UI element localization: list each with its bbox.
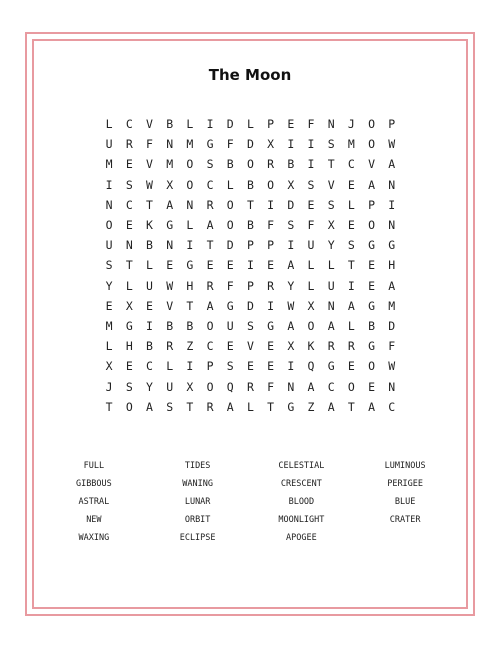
grid-letter: E: [246, 359, 254, 374]
grid-letter: A: [206, 218, 214, 233]
grid-letter: N: [327, 298, 335, 313]
grid-letter: E: [307, 197, 315, 212]
grid-letter: D: [246, 298, 254, 313]
grid-letter: H: [388, 258, 396, 273]
grid-letter: V: [368, 157, 375, 172]
word-list-item: LUMINOUS: [384, 461, 426, 471]
grid-letter: D: [246, 137, 254, 152]
grid-letter: M: [347, 137, 355, 152]
grid-letter: A: [146, 399, 153, 414]
grid-letter: U: [105, 137, 113, 152]
grid-letter: D: [226, 238, 234, 253]
grid-letter: V: [246, 339, 254, 354]
grid-letter: S: [125, 379, 133, 394]
grid-letter: I: [388, 197, 396, 212]
grid-letter: Z: [186, 339, 194, 354]
grid-letter: B: [186, 318, 194, 333]
grid-letter: L: [166, 359, 174, 374]
grid-letter: T: [125, 258, 133, 273]
grid-letter: C: [347, 157, 355, 172]
grid-letter: A: [368, 399, 375, 414]
grid-letter: R: [246, 379, 254, 394]
grid-letter: F: [267, 218, 275, 233]
grid-letter: G: [287, 399, 295, 414]
grid-letter: K: [307, 339, 315, 354]
grid-letter: S: [307, 177, 315, 192]
word-list-item: TIDES: [184, 461, 211, 471]
grid-letter: Z: [307, 399, 315, 414]
grid-letter: B: [226, 157, 234, 172]
grid-letter: E: [368, 278, 375, 293]
grid-row: [99, 296, 402, 316]
grid-letter: I: [186, 238, 194, 253]
grid-letter: D: [388, 318, 396, 333]
grid-letter: M: [186, 137, 194, 152]
grid-letter: O: [186, 177, 194, 192]
word-list-item: APOGEE: [286, 533, 317, 543]
grid-letter: P: [368, 197, 375, 212]
grid-letter: S: [226, 359, 234, 374]
grid-letter: L: [146, 258, 153, 273]
grid-letter: U: [105, 238, 113, 253]
grid-letter: E: [368, 258, 375, 273]
grid-letter: S: [327, 137, 335, 152]
grid-letter: P: [206, 359, 214, 374]
grid-letter: O: [368, 218, 375, 233]
grid-letter: N: [105, 197, 113, 212]
grid-letter: X: [267, 137, 275, 152]
grid-letter: R: [206, 278, 214, 293]
grid-letter: T: [146, 197, 153, 212]
grid-letter: B: [146, 339, 153, 354]
grid-letter: E: [368, 379, 375, 394]
grid-letter: O: [368, 359, 375, 374]
grid-letter: E: [206, 258, 214, 273]
word-list-item: GIBBOUS: [75, 479, 112, 489]
grid-letter: A: [166, 197, 174, 212]
grid-letter: E: [125, 359, 133, 374]
word-list-item: CRATER: [389, 515, 421, 525]
grid-letter: E: [125, 218, 133, 233]
grid-letter: O: [347, 379, 355, 394]
grid-letter: I: [287, 137, 295, 152]
grid-letter: R: [206, 197, 214, 212]
grid-letter: B: [246, 177, 254, 192]
grid-letter: X: [327, 218, 335, 233]
grid-letter: W: [166, 278, 174, 293]
grid-row: [99, 316, 402, 336]
grid-letter: R: [267, 278, 275, 293]
grid-letter: L: [307, 258, 315, 273]
word-list-item: CRESCENT: [280, 479, 322, 489]
grid-letter: U: [307, 238, 315, 253]
word-list-item: LUNAR: [184, 497, 211, 507]
grid-letter: I: [186, 359, 194, 374]
grid-letter: O: [368, 137, 375, 152]
grid-letter: P: [267, 238, 275, 253]
grid-letter: Y: [146, 379, 153, 394]
grid-letter: Y: [287, 278, 295, 293]
grid-letter: L: [186, 218, 194, 233]
grid-letter: P: [246, 238, 254, 253]
grid-letter: W: [388, 359, 396, 374]
grid-letter: B: [146, 238, 153, 253]
word-list-item: WAXING: [78, 533, 110, 543]
grid-letter: C: [206, 339, 214, 354]
grid-letter: O: [226, 197, 234, 212]
grid-letter: U: [166, 379, 174, 394]
grid-letter: E: [146, 298, 153, 313]
grid-letter: W: [388, 137, 396, 152]
grid-letter: B: [166, 318, 174, 333]
grid-letter: U: [146, 278, 153, 293]
grid-row: [99, 235, 402, 255]
grid-row: [99, 397, 402, 417]
grid-letter: I: [307, 157, 315, 172]
grid-letter: L: [246, 117, 254, 132]
grid-letter: L: [125, 278, 133, 293]
grid-letter: O: [226, 218, 234, 233]
grid-letter: A: [388, 157, 396, 172]
grid-letter: V: [146, 157, 153, 172]
grid-letter: A: [206, 298, 214, 313]
grid-letter: I: [146, 318, 153, 333]
grid-letter: W: [146, 177, 153, 192]
grid-letter: O: [307, 318, 315, 333]
grid-letter: N: [125, 238, 133, 253]
grid-letter: S: [246, 318, 254, 333]
grid-letter: E: [347, 359, 355, 374]
grid-letter: O: [368, 117, 375, 132]
grid-letter: T: [347, 399, 355, 414]
grid-letter: E: [267, 339, 275, 354]
grid-letter: X: [125, 298, 133, 313]
grid-letter: E: [287, 117, 295, 132]
grid-row: [99, 175, 402, 195]
grid-letter: L: [226, 177, 234, 192]
grid-letter: T: [246, 197, 254, 212]
grid-letter: J: [347, 117, 355, 132]
grid-row: [99, 276, 402, 296]
grid-letter: J: [105, 379, 113, 394]
grid-letter: R: [347, 339, 355, 354]
grid-letter: N: [166, 137, 174, 152]
grid-letter: A: [327, 318, 335, 333]
grid-letter: K: [146, 218, 153, 233]
grid-row: [99, 215, 402, 235]
grid-letter: H: [186, 278, 194, 293]
grid-letter: A: [347, 298, 355, 313]
grid-letter: N: [327, 117, 335, 132]
grid-letter: I: [267, 197, 275, 212]
grid-letter: Q: [226, 379, 234, 394]
grid-letter: R: [206, 399, 214, 414]
grid-letter: A: [327, 399, 335, 414]
grid-letter: X: [287, 177, 295, 192]
grid-letter: N: [166, 238, 174, 253]
grid-letter: F: [388, 339, 396, 354]
grid-row: [99, 255, 402, 275]
grid-letter: O: [125, 399, 133, 414]
grid-letter: Y: [327, 238, 335, 253]
grid-letter: C: [125, 197, 133, 212]
grid-letter: F: [307, 117, 315, 132]
grid-letter: O: [267, 177, 275, 192]
grid-letter: I: [206, 117, 214, 132]
word-list-item: PERIGEE: [387, 479, 424, 489]
grid-letter: E: [226, 258, 234, 273]
grid-letter: R: [327, 339, 335, 354]
grid-letter: G: [368, 339, 375, 354]
grid-letter: G: [327, 359, 335, 374]
grid-letter: L: [347, 197, 355, 212]
grid-letter: M: [388, 298, 396, 313]
grid-letter: P: [267, 117, 275, 132]
grid-letter: A: [388, 278, 396, 293]
grid-letter: S: [206, 157, 214, 172]
grid-letter: S: [347, 238, 355, 253]
grid-letter: H: [125, 339, 133, 354]
grid-letter: M: [166, 157, 174, 172]
puzzle-title: The Moon: [208, 66, 292, 84]
grid-letter: T: [347, 258, 355, 273]
grid-row: [99, 114, 402, 134]
grid-letter: F: [146, 137, 153, 152]
word-list-item: BLUE: [394, 497, 416, 507]
grid-letter: X: [186, 379, 194, 394]
grid-letter: E: [125, 157, 133, 172]
grid-letter: T: [327, 157, 335, 172]
grid-letter: S: [166, 399, 174, 414]
grid-letter: T: [206, 238, 214, 253]
grid-letter: V: [166, 298, 174, 313]
grid-letter: S: [327, 197, 335, 212]
grid-letter: R: [166, 339, 174, 354]
grid-letter: E: [267, 258, 275, 273]
grid-letter: L: [307, 278, 315, 293]
grid-letter: P: [388, 117, 396, 132]
grid-letter: A: [368, 177, 375, 192]
letter-grid: [99, 114, 402, 417]
grid-letter: O: [246, 157, 254, 172]
grid-letter: N: [388, 177, 396, 192]
grid-letter: M: [105, 157, 113, 172]
grid-letter: L: [246, 399, 254, 414]
grid-letter: X: [166, 177, 174, 192]
grid-letter: U: [327, 278, 335, 293]
grid-letter: D: [226, 117, 234, 132]
grid-letter: I: [105, 177, 113, 192]
grid-letter: U: [226, 318, 234, 333]
grid-letter: E: [347, 177, 355, 192]
grid-letter: F: [226, 278, 234, 293]
grid-letter: A: [226, 399, 234, 414]
grid-letter: I: [347, 278, 355, 293]
grid-letter: F: [226, 137, 234, 152]
grid-letter: I: [287, 238, 295, 253]
grid-row: [99, 134, 402, 154]
grid-letter: Y: [105, 278, 113, 293]
grid-letter: F: [307, 218, 315, 233]
word-list-item: MOONLIGHT: [278, 515, 325, 525]
grid-letter: I: [287, 359, 295, 374]
grid-letter: E: [226, 339, 234, 354]
grid-letter: E: [166, 258, 174, 273]
grid-row: [99, 376, 402, 396]
grid-letter: B: [246, 218, 254, 233]
grid-letter: W: [287, 298, 295, 313]
grid-letter: N: [186, 197, 194, 212]
grid-letter: T: [105, 399, 113, 414]
grid-letter: G: [206, 137, 214, 152]
grid-letter: O: [206, 379, 214, 394]
word-list-item: NEW: [86, 515, 102, 525]
grid-letter: A: [307, 379, 315, 394]
word-list-item: BLOOD: [288, 497, 315, 507]
grid-letter: L: [105, 117, 113, 132]
grid-letter: X: [307, 298, 315, 313]
grid-letter: S: [287, 218, 295, 233]
grid-letter: B: [368, 318, 375, 333]
grid-letter: L: [327, 258, 335, 273]
grid-row: [99, 195, 402, 215]
grid-letter: G: [166, 218, 174, 233]
grid-letter: O: [206, 318, 214, 333]
word-list-item: FULL: [83, 461, 105, 471]
grid-letter: C: [125, 117, 133, 132]
grid-letter: S: [125, 177, 133, 192]
grid-letter: G: [368, 238, 375, 253]
grid-letter: F: [267, 379, 275, 394]
grid-row: [99, 336, 402, 356]
grid-letter: L: [186, 117, 194, 132]
grid-letter: I: [246, 258, 254, 273]
grid-letter: T: [186, 298, 194, 313]
grid-letter: O: [186, 157, 194, 172]
grid-letter: R: [125, 137, 133, 152]
grid-letter: L: [105, 339, 113, 354]
grid-letter: O: [105, 218, 113, 233]
grid-letter: I: [267, 298, 275, 313]
grid-letter: G: [368, 298, 375, 313]
grid-letter: I: [307, 137, 315, 152]
grid-letter: C: [206, 177, 214, 192]
grid-letter: G: [226, 298, 234, 313]
grid-letter: C: [388, 399, 396, 414]
grid-letter: N: [287, 379, 295, 394]
grid-letter: R: [267, 157, 275, 172]
grid-letter: E: [105, 298, 113, 313]
grid-letter: B: [166, 117, 174, 132]
word-list: [42, 460, 457, 545]
grid-letter: P: [246, 278, 254, 293]
word-list-item: WANING: [182, 479, 213, 489]
grid-letter: C: [327, 379, 335, 394]
grid-letter: G: [388, 238, 396, 253]
grid-letter: E: [267, 359, 275, 374]
grid-letter: M: [105, 318, 113, 333]
grid-row: [99, 154, 402, 174]
word-list-item: ORBIT: [184, 515, 211, 525]
grid-letter: T: [186, 399, 194, 414]
word-list-item: [353, 532, 457, 545]
word-list-item: ASTRAL: [78, 497, 110, 507]
grid-letter: N: [388, 218, 396, 233]
grid-letter: G: [267, 318, 275, 333]
word-list-item: CELESTIAL: [278, 461, 325, 471]
grid-letter: G: [125, 318, 133, 333]
grid-letter: X: [287, 339, 295, 354]
grid-letter: G: [186, 258, 194, 273]
grid-letter: B: [287, 157, 295, 172]
word-list-item: ECLIPSE: [179, 533, 216, 543]
grid-letter: V: [327, 177, 335, 192]
grid-letter: C: [146, 359, 153, 374]
grid-letter: V: [146, 117, 153, 132]
grid-letter: E: [347, 218, 355, 233]
grid-letter: N: [388, 379, 396, 394]
grid-letter: S: [105, 258, 113, 273]
grid-letter: D: [287, 197, 295, 212]
grid-letter: L: [347, 318, 355, 333]
grid-letter: T: [267, 399, 275, 414]
grid-letter: Q: [307, 359, 315, 374]
grid-letter: A: [287, 318, 295, 333]
grid-letter: A: [287, 258, 295, 273]
grid-row: [99, 356, 402, 376]
grid-letter: X: [105, 359, 113, 374]
